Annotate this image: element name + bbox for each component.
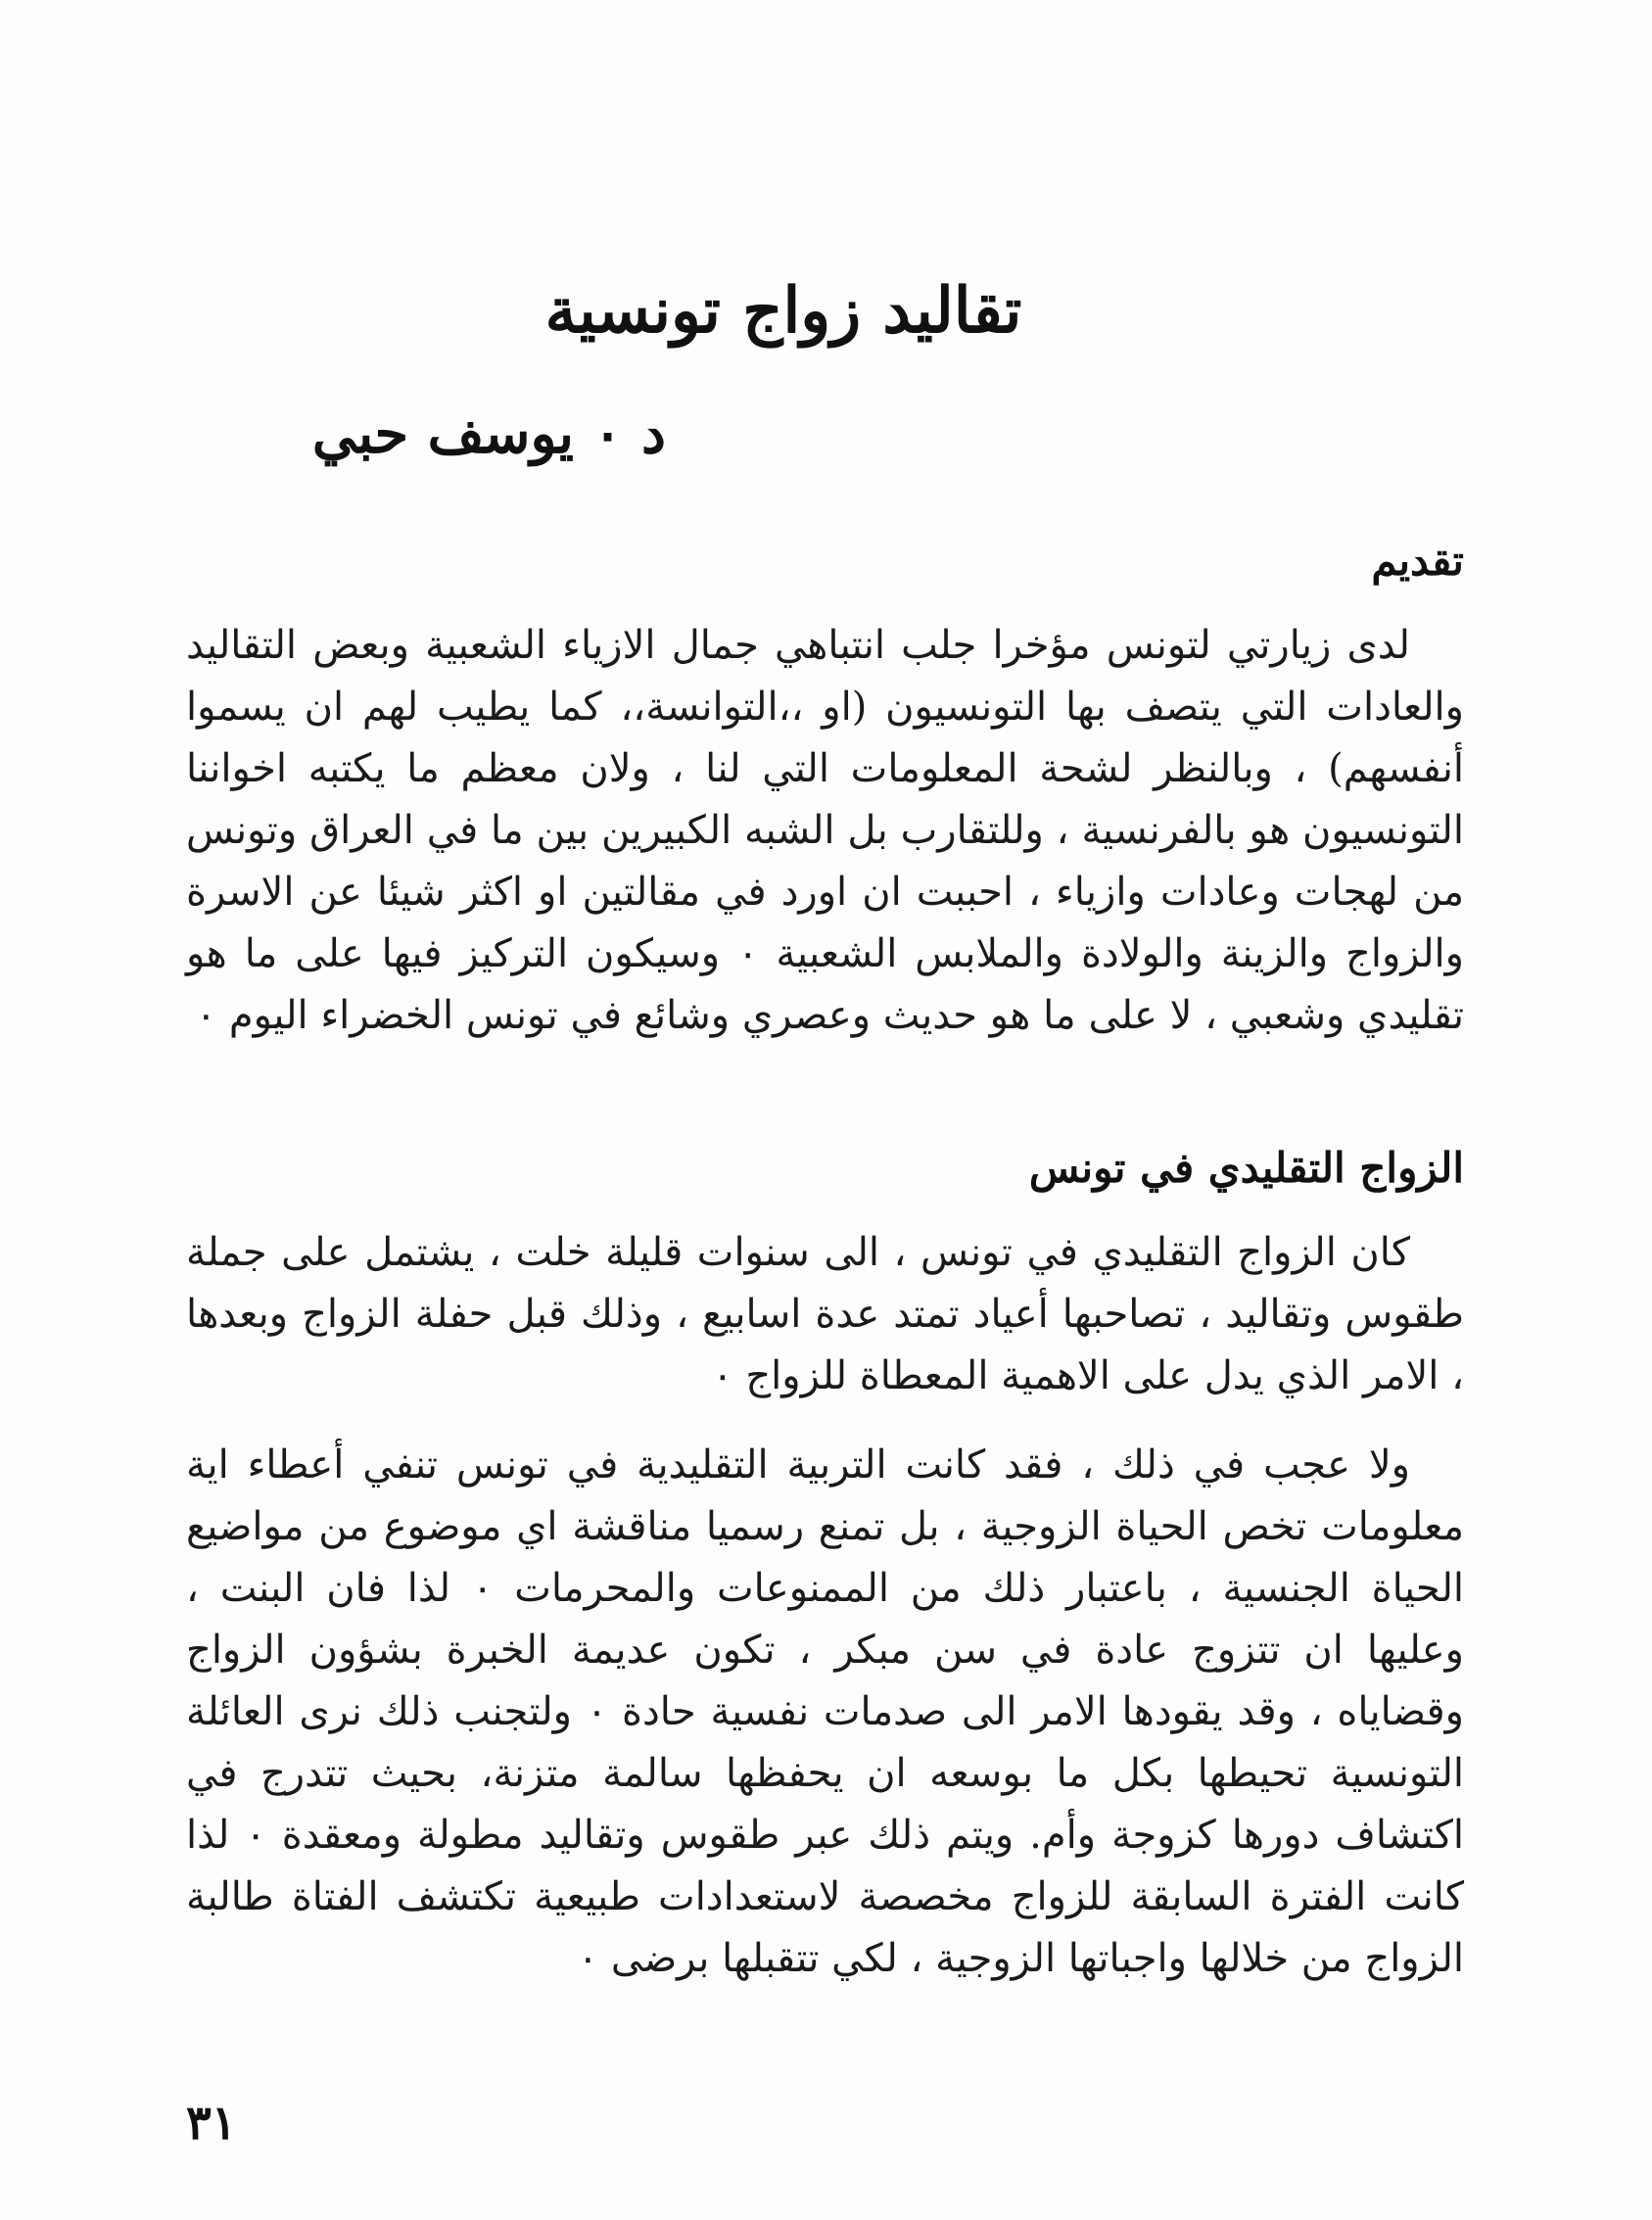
intro-text-block [186, 615, 1464, 1047]
article-author: د ٠ يوسف حبي [311, 401, 666, 466]
marriage-text-block-2 [186, 1435, 1464, 1990]
section-heading-intro: تقديم [1371, 537, 1464, 585]
paragraph-intro: لدى زيارتي لتونس مؤخرا جلب انتباهي جمال الازياء الشعبية وبعض التقاليد والعادات التي يتصف بها التونسيون (او ،،التوانسة،، كما يطيب لهم ان يسموا أنفسهم) ، وبالنظر لشحة المعلومات التي لنا ، ولان معظم ما يكتبه اخواننا التونسيون هو بالفرنسية ، وللتقارب بل الشبه الكبيرين بين ما في العراق وتونس من لهجات وعادات وازياء ، احببت ان اورد في مقالتين او اكثر شيئا عن الاسرة والزواج والزينة والولادة والملابس الشعبية ٠ وسيكون التركيز فيها على ما هو تقليدي وشعبي ، لا على ما هو حديث وعصري وشائع في تونس الخضراء اليوم ٠ [186, 623, 1464, 1038]
section-heading-marriage: الزواج التقليدي في تونس [1028, 1144, 1464, 1192]
marriage-text-block-1 [186, 1222, 1464, 1407]
paragraph-marriage-1: كان الزواج التقليدي في تونس ، الى سنوات قليلة خلت ، يشتمل على جملة طقوس وتقاليد ، تصاحبها أعياد تمتد عدة اسابيع ، وذلك قبل حفلة الزواج وبعدها ، الامر الذي يدل على الاهمية المعطاة للزواج ٠ [186, 1230, 1464, 1398]
paragraph-marriage-2: ولا عجب في ذلك ، فقد كانت التربية التقليدية في تونس تنفي أعطاء اية معلومات تخص الحياة الزوجية ، بل تمنع رسميا مناقشة اي موضوع من مواضيع الحياة الجنسية ، باعتبار ذلك من الممنوعات والمحرمات ٠ لذا فان البنت ، وعليها ان تتزوج عادة في سن مبكر ، تكون عديمة الخبرة بشؤون الزواج وقضاياه ، وقد يقودها الامر الى صدمات نفسية حادة ٠ ولتجنب ذلك نرى العائلة التونسية تحيطها بكل ما بوسعه ان يحفظها سالمة متزنة، بحيث تتدرج في اكتشاف دورها كزوجة وأم. ويتم ذلك عبر طقوس وتقاليد مطولة ومعقدة ٠ لذا كانت الفترة السابقة للزواج مخصصة لاستعدادات طبيعية تكتشف الفتاة طالبة الزواج من خلالها واجباتها الزوجية ، لكي تتقبلها برضى ٠ [186, 1442, 1465, 1981]
article-title: تقاليد زواج تونسية [544, 274, 1022, 348]
page-number: ٣١ [186, 2096, 237, 2150]
